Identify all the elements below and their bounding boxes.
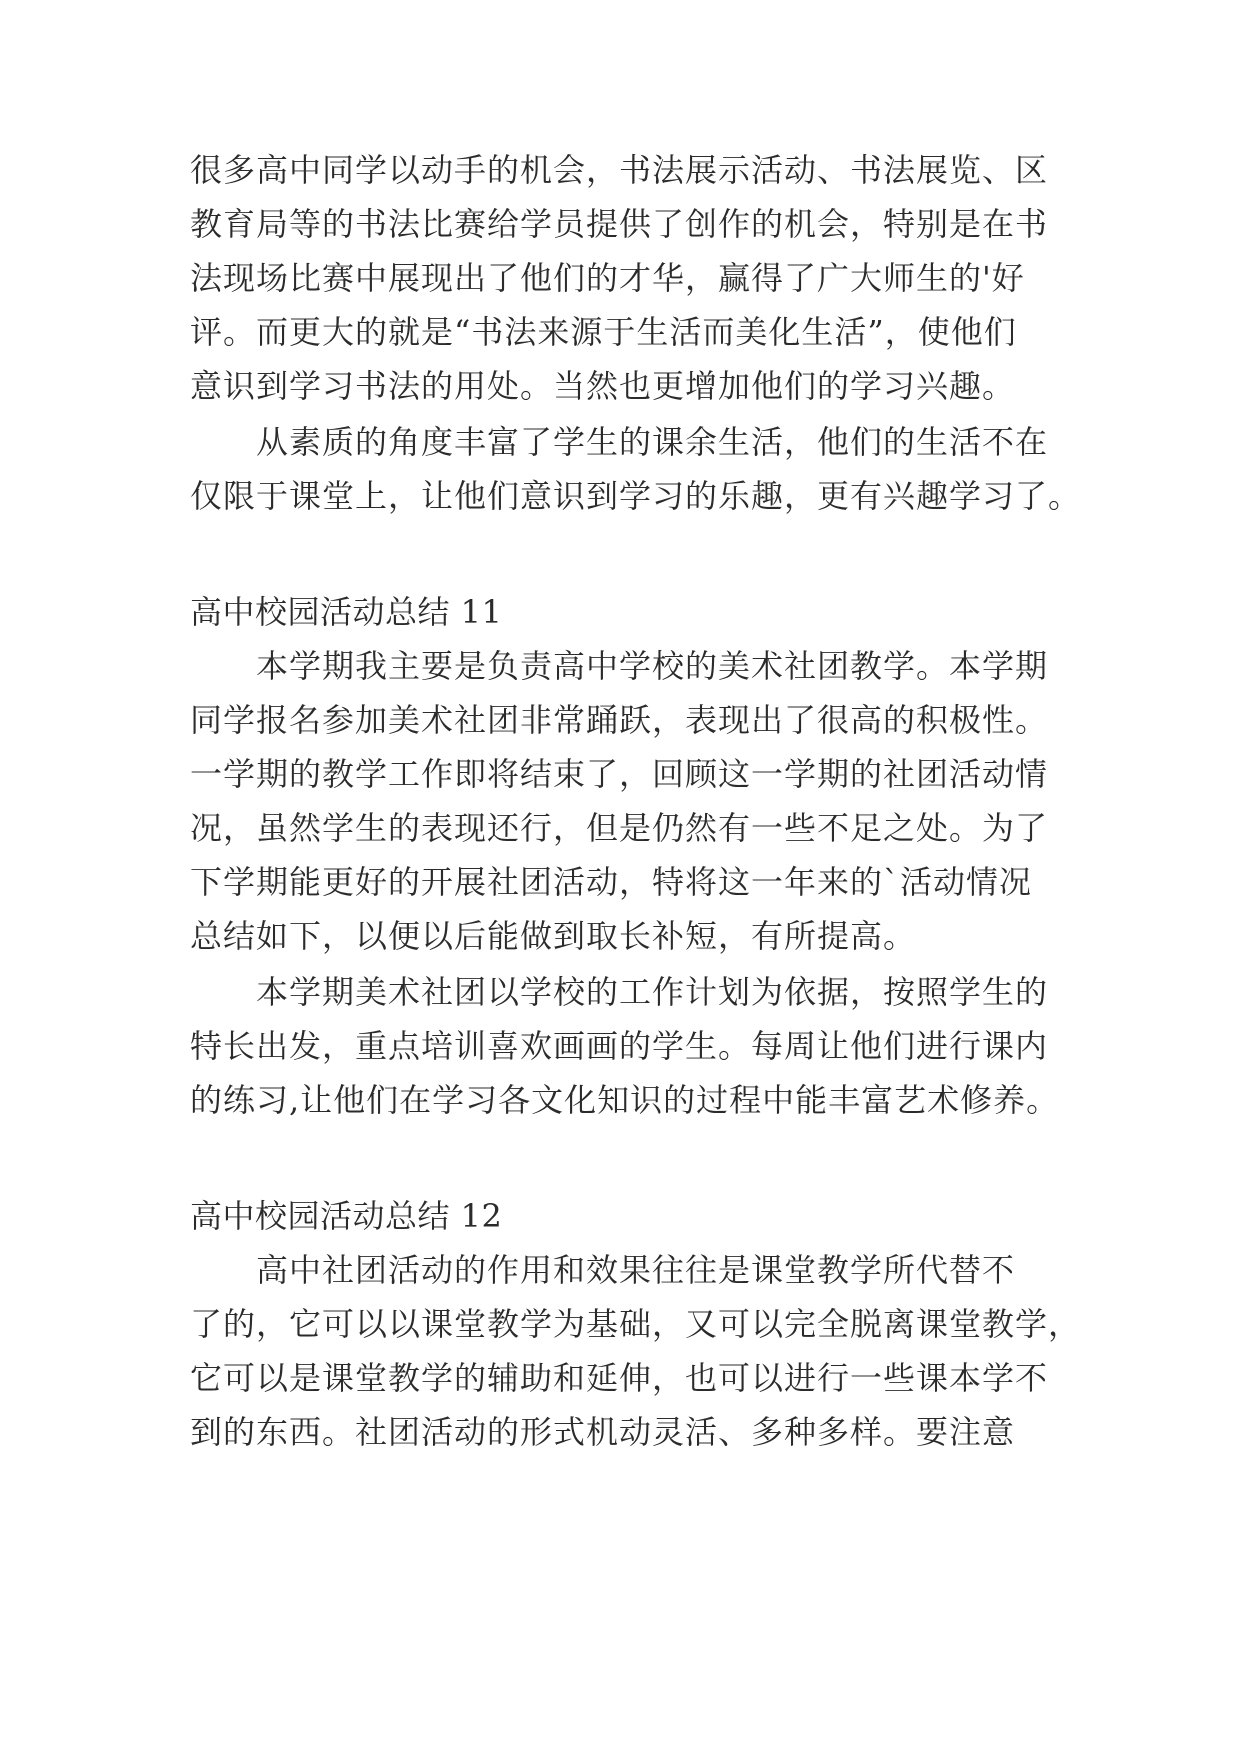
- text-line: 本学期我主要是负责高中学校的美术社团教学。本学期: [256, 647, 1049, 685]
- text-line: 下学期能更好的开展社团活动，特将这一年来的`活动情况: [190, 863, 1033, 901]
- text-line: 从素质的角度丰富了学生的课余生活，他们的生活不在: [256, 423, 1049, 461]
- text-line: 高中社团活动的作用和效果往往是课堂教学所代替不: [256, 1251, 1016, 1289]
- text-line: 特长出发，重点培训喜欢画画的学生。每周让他们进行课内: [190, 1027, 1049, 1065]
- section-title: 高中校园活动总结 11: [190, 593, 503, 631]
- section-title: 高中校园活动总结 12: [190, 1197, 503, 1235]
- text-line: 很多高中同学以动手的机会，书法展示活动、书法展览、区: [190, 151, 1049, 189]
- text-line: 一学期的教学工作即将结束了，回顾这一学期的社团活动情: [190, 755, 1049, 793]
- text-line: 的练习,让他们在学习各文化知识的过程中能丰富艺术修养。: [190, 1081, 1060, 1119]
- text-line: 了的，它可以以课堂教学为基础，又可以完全脱离课堂教学，: [190, 1305, 1082, 1343]
- text-line: 同学报名参加美术社团非常踊跃，表现出了很高的积极性。: [190, 701, 1049, 739]
- text-line: 到的东西。社团活动的形式机动灵活、多种多样。要注意: [190, 1413, 1016, 1451]
- text-line: 评。而更大的就是“书法来源于生活而美化生活”，使他们: [190, 313, 1017, 351]
- text-line: 法现场比赛中展现出了他们的才华，赢得了广大师生的'好: [190, 259, 1025, 297]
- text-line: 况，虽然学生的表现还行，但是仍然有一些不足之处。为了: [190, 809, 1049, 847]
- text-line: 仅限于课堂上，让他们意识到学习的乐趣，更有兴趣学习了。: [190, 477, 1082, 515]
- text-line: 本学期美术社团以学校的工作计划为依据，按照学生的: [256, 973, 1049, 1011]
- text-line: 教育局等的书法比赛给学员提供了创作的机会，特别是在书: [190, 205, 1049, 243]
- text-line: 它可以是课堂教学的辅助和延伸，也可以进行一些课本学不: [190, 1359, 1049, 1397]
- text-line: 总结如下，以便以后能做到取长补短，有所提高。: [190, 917, 917, 955]
- text-line: 意识到学习书法的用处。当然也更增加他们的学习兴趣。: [190, 367, 1016, 405]
